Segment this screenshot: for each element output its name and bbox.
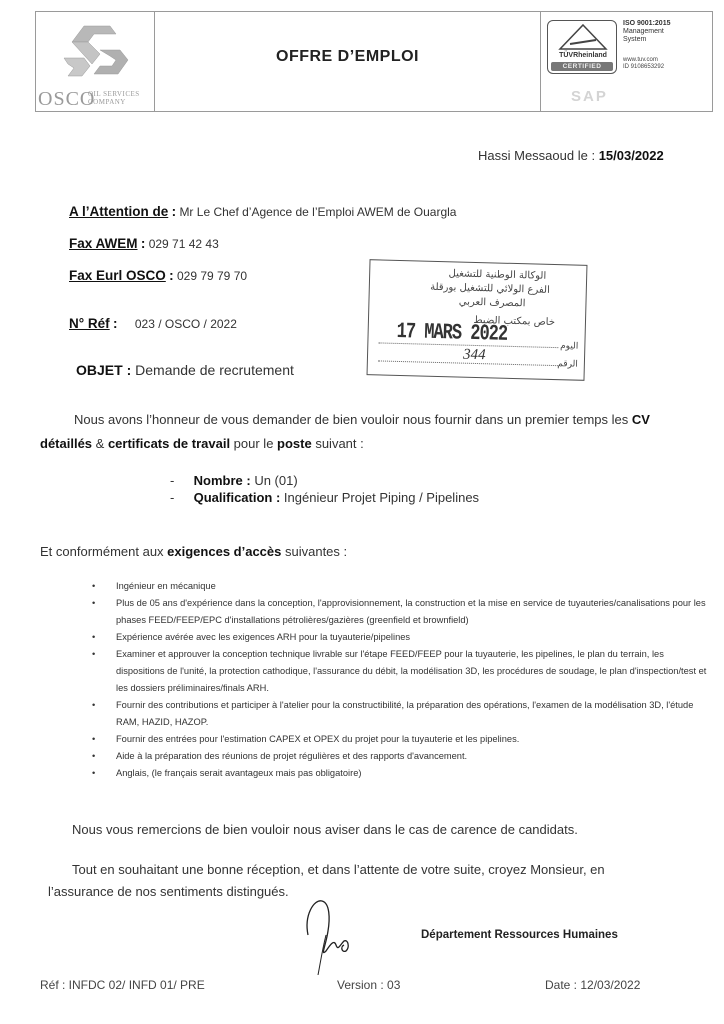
fax-osco-value: 029 79 79 70 (176, 269, 248, 283)
requirement-text: Ingénieur en mécanique (116, 581, 216, 591)
dash-bullet: - (170, 490, 175, 505)
bullet-icon: • (92, 700, 96, 710)
company-logo (36, 12, 155, 111)
requirement-text: Aide à la préparation des réunions de projet régulières et des rapports d'avancement. (116, 751, 468, 761)
qualification-value: Ingénieur Projet Piping / Pipelines (283, 490, 480, 505)
colon: : (140, 236, 146, 251)
iso-line1: ISO 9001:2015 (623, 20, 671, 27)
closing-thanks: Nous vous remercions de bien vouloir nous aviser dans le cas de carence de candidats. (72, 822, 578, 837)
intro-text: suivant : (311, 436, 364, 451)
letter-date: 15/03/2022 (598, 148, 664, 163)
requirement-item (92, 697, 712, 731)
iso-line2: Management (623, 28, 664, 35)
intro-bold-certificates: certificats de travail (107, 436, 231, 451)
colon: : (171, 204, 177, 219)
sap-logo: SAP (571, 88, 608, 105)
logo-subtitle (88, 90, 140, 106)
requirement-item (92, 765, 712, 782)
stamp-line4: خاص بمكتب الضبط (473, 314, 556, 329)
bullet-icon: • (92, 751, 96, 761)
post-details (170, 472, 479, 506)
requirement-text: Fournir des entrées pour l'estimation CAPEX et OPEX du projet pour la tuyauterie et les pipelines. (116, 734, 520, 744)
qualification-label: Qualification : (193, 490, 281, 505)
bullet-icon: • (92, 649, 96, 659)
fax-awem-value: 029 71 42 43 (148, 237, 219, 251)
attention-field (69, 204, 456, 219)
subject-field (76, 362, 294, 378)
closing-line1: Tout en souhaitant une bonne réception, et dans l’attente de votre suite, croyez Monsieur, en (72, 862, 605, 877)
bullet-icon: • (92, 581, 96, 591)
req-intro-text: Et conformément aux (40, 544, 168, 559)
colon: : (169, 268, 174, 283)
document-header (35, 11, 713, 112)
place-prefix: Hassi Messaoud le : (478, 148, 596, 163)
requirement-text: Examiner et approuver la conception technique livrable sur l'étape FEED/FEEP pour la tuyauterie, les pipelines, le plan du terrain, les dispositions de l'unité, la protection cathodique, l'assurance du débit, la modélisation 3D, les procédures de soudage, le plan d'inspection/test et les dossiers préliminaires/finals ARH. (116, 649, 707, 693)
place-date (478, 148, 664, 163)
count-value: Un (01) (254, 473, 298, 488)
closing-line2: l’assurance de nos sentiments distingués. (48, 884, 289, 899)
iso-standard (623, 20, 670, 44)
bullet-icon: • (92, 768, 96, 778)
bullet-icon: • (92, 632, 96, 642)
reference-field (69, 316, 237, 331)
reference-label: N° Réf (69, 316, 110, 331)
req-intro-text: suivantes : (281, 544, 348, 559)
post-qualification (170, 489, 479, 506)
stamp-day-label: اليوم (560, 341, 579, 352)
fax-osco-field (69, 268, 247, 283)
fax-awem-field (69, 236, 219, 251)
fax-osco-label: Fax Eurl OSCO (69, 268, 166, 283)
subject-value: Demande de recrutement (135, 362, 294, 378)
signatory-department: Département Ressources Humaines (421, 929, 618, 941)
requirement-text: Anglais, (le français serait avantageux mais pas obligatoire) (116, 768, 362, 778)
stamp-line1: الوكالة الوطنية للتشغيل (448, 268, 547, 282)
stamp-received-date: 17 MARS 2022 (396, 320, 508, 348)
subject-label: OBJET (76, 362, 123, 378)
requirements-list (92, 578, 712, 782)
tuv-contact (623, 57, 664, 71)
requirement-item (92, 629, 712, 646)
req-intro-bold: exigences d’accès (167, 544, 282, 559)
intro-text: Nous avons l’honneur de vous demander de bien vouloir nous fournir dans un premier temps les (74, 412, 632, 427)
count-label: Nombre : (193, 473, 251, 488)
colon: : (113, 316, 118, 331)
receipt-stamp (367, 259, 588, 381)
triangle-logo-icon (550, 22, 616, 52)
requirement-text: Plus de 05 ans d'expérience dans la conception, l'approvisionnement, la construction et la mise en service de tuyauteries/canalisations pour les phases FEED/FEEP/EPC d'installations pétrolières/gazières (greenfield et brownfield) (116, 598, 706, 625)
dash-bullet: - (170, 473, 175, 488)
requirement-item (92, 595, 712, 629)
intro-line2 (40, 432, 680, 456)
certified-label: CERTIFIED (551, 62, 613, 71)
logo-subtitle-line1: OIL SERVICES (88, 90, 140, 98)
stamp-line2: الفرع الولائي للتشغيل بورقلة (430, 281, 550, 296)
osco-logo-icon (54, 20, 134, 80)
intro-text: pour le (230, 436, 278, 451)
requirement-text: Expérience avérée avec les exigences ARH pour la tuyauterie/pipelines (116, 632, 411, 642)
stamp-number-label: الرقم (557, 359, 578, 370)
attention-label: A l’Attention de (69, 204, 169, 219)
requirement-item (92, 731, 712, 748)
footer-version: Version : 03 (337, 978, 401, 992)
logo-wordmark: OSCO (38, 88, 96, 110)
handwritten-signature (300, 895, 370, 975)
tuv-id: ID 9108653292 (623, 64, 665, 70)
footer-reference: Réf : INFDC 02/ INFD 01/ PRE (40, 978, 205, 992)
tuv-name: TÜVRheinland (559, 52, 607, 59)
intro-bold-details: détaillés (40, 436, 93, 451)
fax-awem-label: Fax AWEM (69, 236, 138, 251)
post-count (170, 472, 479, 489)
tuv-url: www.tuv.com (623, 57, 658, 63)
document-title: OFFRE D’EMPLOI (276, 48, 419, 65)
requirement-item (92, 748, 712, 765)
stamp-line3: المصرف العربي (458, 296, 526, 310)
bullet-icon: • (92, 734, 96, 744)
reference-value: 023 / OSCO / 2022 (134, 317, 237, 331)
certification-block (540, 12, 712, 111)
intro-bold-cv: CV (631, 412, 650, 427)
footer-date: Date : 12/03/2022 (545, 978, 641, 992)
intro-line1 (40, 408, 680, 432)
intro-paragraph (40, 408, 680, 456)
intro-bold-post: poste (277, 436, 312, 451)
attention-value: Mr Le Chef d’Agence de l’Emploi AWEM de Ouargla (179, 205, 457, 219)
requirement-text: Fournir des contributions et participer à l'atelier pour la constructibilité, la préparation des opérations, l'examen de la modélisation 3D, l'étude RAM, HAZID, HAZOP. (116, 700, 694, 727)
requirement-item (92, 578, 712, 595)
logo-subtitle-line2: COMPANY (88, 98, 126, 106)
colon: : (126, 362, 132, 378)
intro-text: & (92, 436, 108, 451)
tuv-certified-badge (547, 20, 617, 74)
iso-line3: System (623, 36, 647, 43)
bullet-icon: • (92, 598, 96, 608)
requirement-item (92, 646, 712, 697)
stamp-number: 344 (462, 346, 486, 364)
requirements-intro (40, 540, 347, 564)
